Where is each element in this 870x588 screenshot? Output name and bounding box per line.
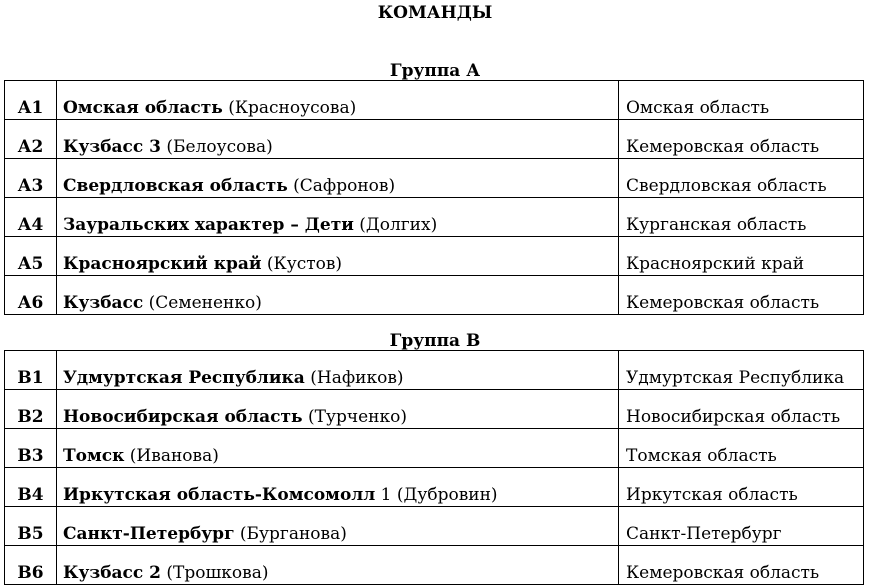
coach-name: (Турченко) xyxy=(302,407,407,427)
team-cell xyxy=(57,390,619,429)
coach-name: (Бурганова) xyxy=(234,524,347,544)
team-cell xyxy=(57,468,619,507)
team-code: В2 xyxy=(5,390,57,429)
team-name: Томск xyxy=(63,446,125,466)
team-region: Кемеровская область xyxy=(619,120,864,159)
table-row xyxy=(5,198,864,237)
group-b-title: Группа В xyxy=(389,331,481,351)
team-region: Красноярский край xyxy=(619,237,864,276)
team-region: Новосибирская область xyxy=(619,390,864,429)
team-cell xyxy=(57,546,619,585)
table-row xyxy=(5,351,864,390)
team-region: Иркутская область xyxy=(619,468,864,507)
coach-name: (Иванова) xyxy=(124,446,219,466)
table-row xyxy=(5,429,864,468)
table-row xyxy=(5,237,864,276)
team-name: Зауральских характер – Дети xyxy=(63,215,354,235)
team-code: В1 xyxy=(5,351,57,390)
team-name: Свердловская область xyxy=(63,176,288,196)
team-name: Красноярский край xyxy=(63,254,262,274)
table-row xyxy=(5,120,864,159)
table-row xyxy=(5,159,864,198)
team-name: Санкт-Петербург xyxy=(63,524,235,544)
table-row xyxy=(5,390,864,429)
team-code: А5 xyxy=(5,237,57,276)
coach-name: (Сафронов) xyxy=(287,176,396,196)
team-code: В6 xyxy=(5,546,57,585)
team-code: А2 xyxy=(5,120,57,159)
group-a-title: Группа А xyxy=(389,61,481,81)
team-name: Кузбасс 2 xyxy=(63,563,161,583)
team-region: Удмуртская Республика xyxy=(619,351,864,390)
team-cell xyxy=(57,81,619,120)
table-row xyxy=(5,468,864,507)
team-cell xyxy=(57,507,619,546)
group-a-table xyxy=(4,80,864,315)
team-region: Курганская область xyxy=(619,198,864,237)
team-cell xyxy=(57,276,619,315)
coach-name: (Белоусова) xyxy=(161,137,273,157)
team-region: Кемеровская область xyxy=(619,546,864,585)
team-region: Санкт-Петербург xyxy=(619,507,864,546)
team-name: Новосибирская область xyxy=(63,407,303,427)
coach-name: (Долгих) xyxy=(353,215,438,235)
coach-name: (Красноусова) xyxy=(222,98,357,118)
table-row xyxy=(5,276,864,315)
team-cell xyxy=(57,237,619,276)
coach-name: 1 (Дубровин) xyxy=(375,485,498,505)
team-region: Омская область xyxy=(619,81,864,120)
team-code: В5 xyxy=(5,507,57,546)
team-cell xyxy=(57,351,619,390)
team-code: А4 xyxy=(5,198,57,237)
team-code: А3 xyxy=(5,159,57,198)
coach-name: (Кустов) xyxy=(261,254,343,274)
team-name: Кузбасс xyxy=(63,293,144,313)
coach-name: (Семененко) xyxy=(143,293,262,313)
team-cell xyxy=(57,120,619,159)
team-region: Свердловская область xyxy=(619,159,864,198)
team-name: Омская область xyxy=(63,98,223,118)
team-name: Иркутская область-Комсомолл xyxy=(63,485,376,505)
team-code: А1 xyxy=(5,81,57,120)
coach-name: (Нафиков) xyxy=(304,368,404,388)
table-row xyxy=(5,507,864,546)
team-cell xyxy=(57,198,619,237)
team-code: В3 xyxy=(5,429,57,468)
team-name: Кузбасс 3 xyxy=(63,137,161,157)
team-code: А6 xyxy=(5,276,57,315)
team-region: Кемеровская область xyxy=(619,276,864,315)
team-cell xyxy=(57,159,619,198)
document-title: КОМАНДЫ xyxy=(377,3,493,23)
team-region: Томская область xyxy=(619,429,864,468)
team-name: Удмуртская Республика xyxy=(63,368,305,388)
coach-name: (Трошкова) xyxy=(161,563,269,583)
team-cell xyxy=(57,429,619,468)
table-row xyxy=(5,546,864,585)
table-row xyxy=(5,81,864,120)
group-b-table xyxy=(4,350,864,585)
team-code: В4 xyxy=(5,468,57,507)
